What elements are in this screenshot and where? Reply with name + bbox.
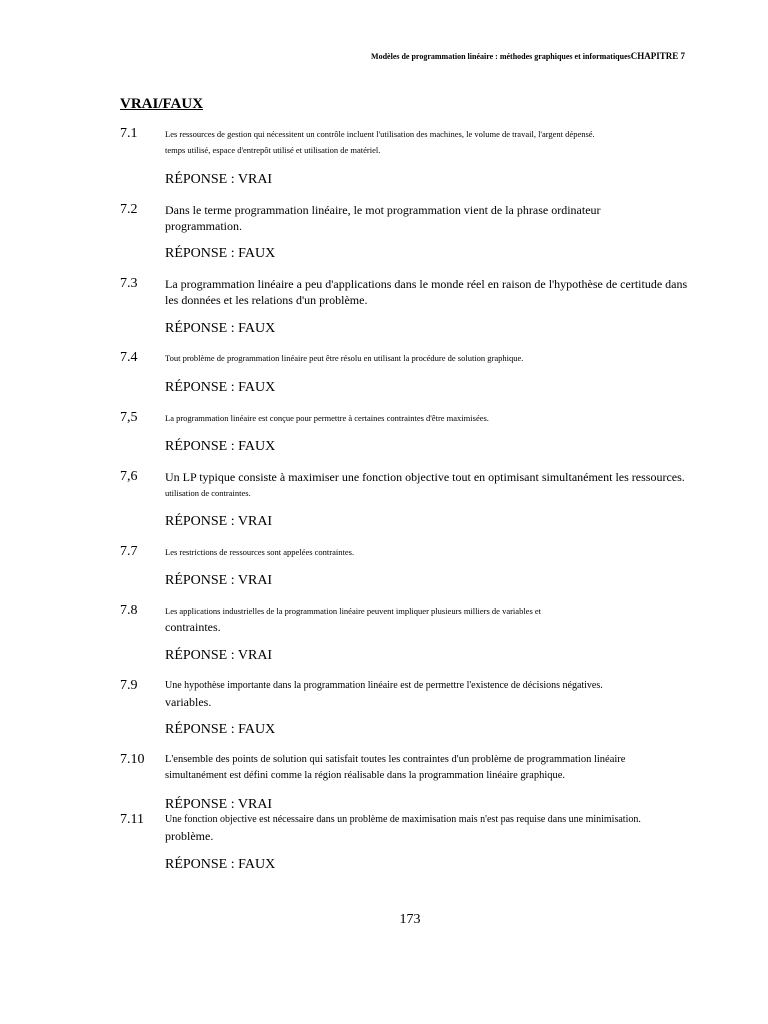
page-header	[371, 51, 685, 61]
question-number: 7.11	[120, 812, 144, 827]
question-line: Un LP typique consiste à maximiser une fonction objective tout en optimisant simultanément les ressources.	[165, 470, 685, 484]
question-line: Les ressources de gestion qui nécessitent un contrôle incluent l'utilisation des machines, le volume de travail, l'argent dépensé.	[165, 129, 595, 139]
question-line: Les applications industrielles de la programmation linéaire peuvent impliquer plusieurs milliers de variables et	[165, 606, 542, 616]
question-line: Une hypothèse importante dans la programmation linéaire est de permettre l'existence de décisions négatives.	[165, 680, 603, 691]
question-number: 7,6	[120, 469, 138, 484]
question-text	[165, 678, 685, 710]
header-chapter: CHAPITRE 7	[630, 51, 685, 61]
section-title: VRAI/FAUX	[120, 96, 204, 112]
answer-text: RÉPONSE : FAUX	[165, 439, 276, 454]
question-line: utilisation de contraintes.	[165, 488, 251, 498]
answer-text: RÉPONSE : FAUX	[165, 857, 276, 872]
question-text	[165, 752, 685, 784]
answer-text: RÉPONSE : FAUX	[165, 246, 276, 261]
answer-text: RÉPONSE : FAUX	[165, 722, 276, 737]
answer-text: RÉPONSE : VRAI	[165, 172, 273, 187]
question-line: variables.	[165, 695, 212, 709]
question-text	[165, 603, 685, 635]
question-line: Les restrictions de ressources sont appelées contraintes.	[165, 547, 355, 557]
question-line: programmation.	[165, 219, 242, 233]
page-number: 173	[399, 912, 421, 927]
question-number: 7.1	[120, 126, 138, 141]
question-number: 7,5	[120, 410, 138, 425]
question-line: Tout problème de programmation linéaire peut être résolu en utilisant la procédure de solution graphique.	[165, 353, 524, 363]
question-number: 7.10	[120, 752, 145, 767]
question-text	[165, 202, 685, 234]
answer-text: RÉPONSE : VRAI	[165, 648, 273, 663]
question-line: Dans le terme programmation linéaire, le mot programmation vient de la phrase ordinateur	[165, 203, 601, 217]
question-text	[165, 276, 688, 308]
answer-text: RÉPONSE : VRAI	[165, 514, 273, 529]
question-line: contraintes.	[165, 620, 221, 634]
question-number: 7.3	[120, 276, 138, 291]
question-line: les données et les relations d'un problème.	[165, 293, 368, 307]
question-text	[165, 469, 685, 501]
answer-text: RÉPONSE : VRAI	[165, 573, 273, 588]
question-number: 7.7	[120, 544, 138, 559]
question-line: problème.	[165, 829, 214, 843]
question-number: 7.9	[120, 678, 138, 693]
answer-text: RÉPONSE : FAUX	[165, 380, 276, 395]
question-line: La programmation linéaire est conçue pour permettre à certaines contraintes d'être maximisées.	[165, 413, 489, 423]
question-line: La programmation linéaire a peu d'applications dans le monde réel en raison de l'hypothèse de certitude dans	[165, 277, 688, 291]
question-line: temps utilisé, espace d'entrepôt utilisé et utilisation de matériel.	[165, 145, 381, 155]
answer-text: RÉPONSE : VRAI	[165, 797, 273, 812]
question-text	[165, 410, 685, 426]
question-number: 7.4	[120, 350, 138, 365]
question-text	[165, 126, 685, 158]
question-line: simultanément est défini comme la région réalisable dans la programmation linéaire graphique.	[165, 770, 566, 781]
question-number: 7.2	[120, 202, 138, 217]
question-text	[165, 544, 685, 560]
question-text	[165, 812, 685, 844]
question-number: 7.8	[120, 603, 138, 618]
question-text	[165, 350, 685, 366]
question-line: Une fonction objective est nécessaire dans un problème de maximisation mais n'est pas requise dans une minimisation.	[165, 814, 641, 825]
answer-text: RÉPONSE : FAUX	[165, 321, 276, 336]
question-line: L'ensemble des points de solution qui satisfait toutes les contraintes d'un problème de programmation linéaire	[165, 754, 626, 765]
header-title: Modèles de programmation linéaire : méthodes graphiques et informatiques	[371, 52, 631, 61]
